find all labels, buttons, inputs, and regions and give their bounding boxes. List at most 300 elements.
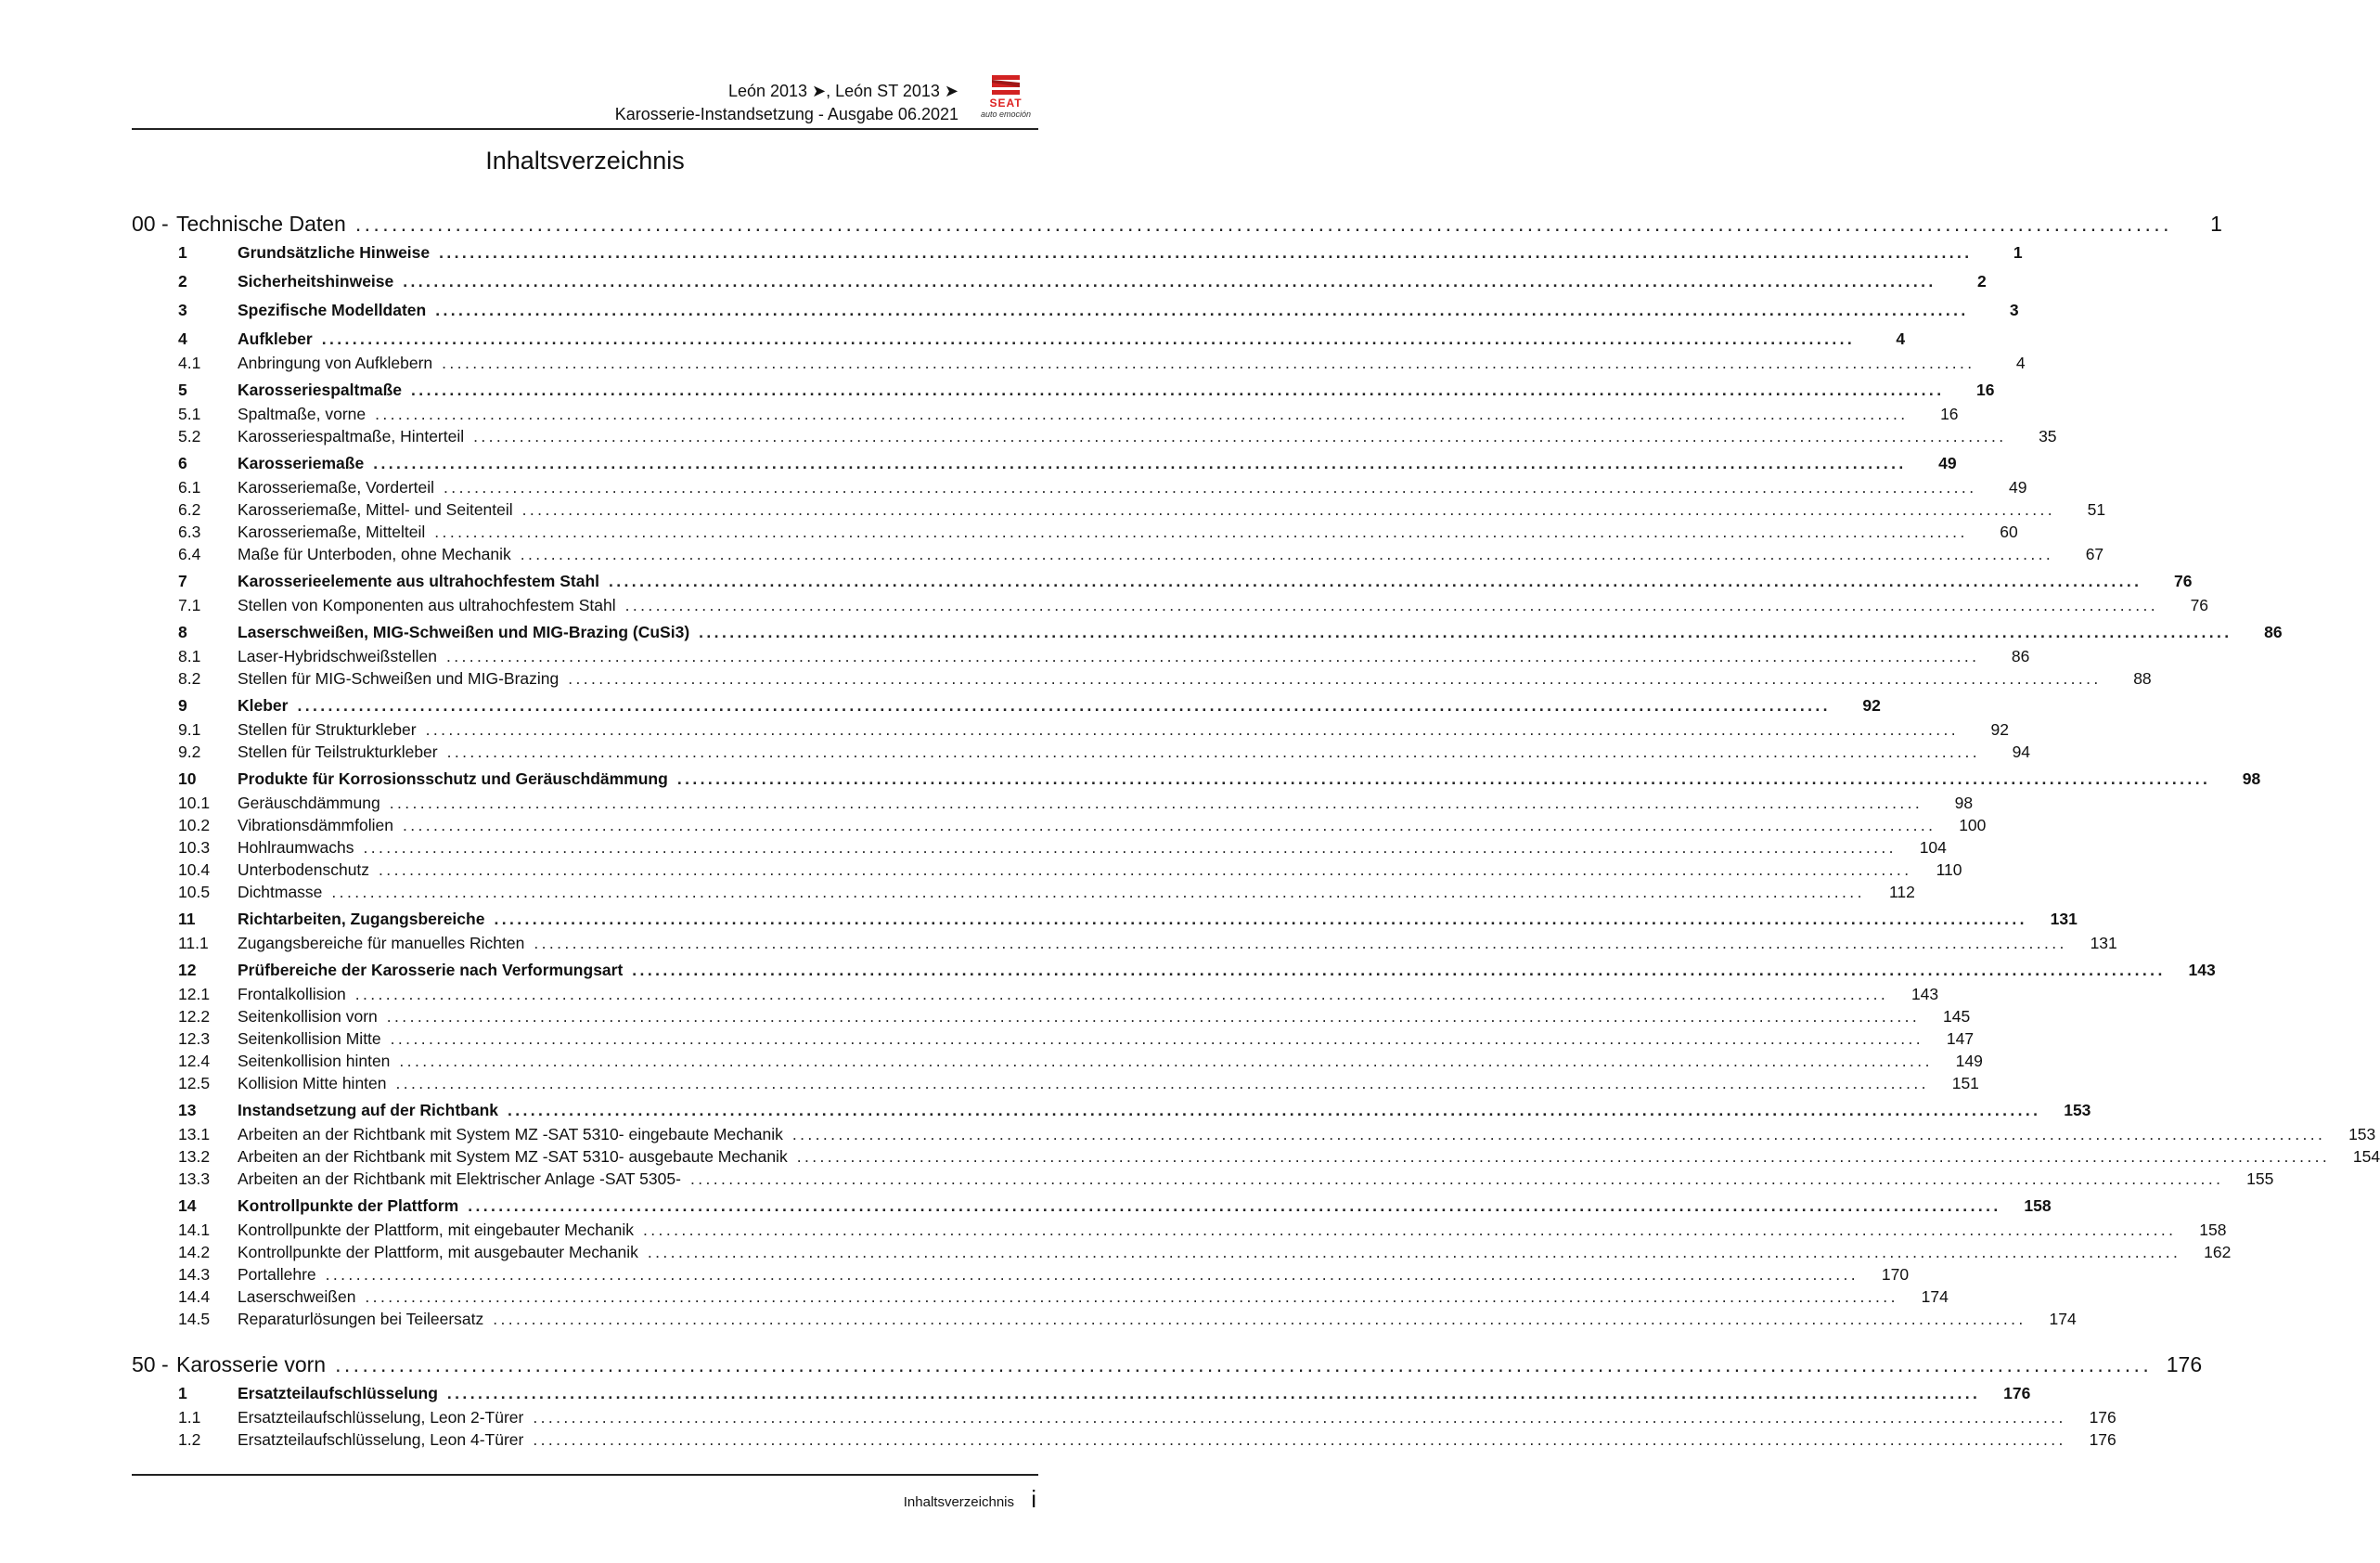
toc-title: Karosseriespaltmaße xyxy=(238,381,403,399)
toc-leader-dots: ........................................................................................................................................................................................................ xyxy=(354,985,1889,1003)
toc-number: 14 xyxy=(178,1196,197,1215)
toc-number: 6.3 xyxy=(178,523,201,541)
toc-entry-line xyxy=(238,743,2031,762)
toc-title: Seitenkollision hinten xyxy=(238,1052,391,1070)
toc-entry-line xyxy=(238,1196,2052,1216)
toc-page-number: 1 xyxy=(2210,212,2222,236)
toc-subsection[interactable] xyxy=(0,1310,2077,1332)
toc-leader-dots: ........................................................................................................................................................................................................ xyxy=(609,572,2142,590)
toc-leader-dots: ........................................................................................................................................................................................................ xyxy=(390,1029,1924,1048)
toc-title: Grundsätzliche Hinweise xyxy=(238,243,431,262)
header-edition-line: Karosserie-Instandsetzung - Ausgabe 06.2021 xyxy=(614,105,958,123)
toc-leader-dots: ........................................................................................................................................................................................................ xyxy=(446,743,1981,761)
toc-title: Arbeiten an der Richtbank mit System MZ -SAT 5310- ausgebaute Mechanik xyxy=(238,1147,788,1166)
toc-number: 12.2 xyxy=(178,1007,211,1026)
toc-number: 2 xyxy=(178,272,187,291)
toc-page-number: 176 xyxy=(2166,1352,2203,1376)
toc-title: Zugangsbereiche für manuelles Richten xyxy=(238,934,525,952)
header-model-line: León 2013 ➤, León ST 2013 ➤ xyxy=(727,82,958,100)
toc-section[interactable] xyxy=(0,1384,2031,1406)
logo-text: SEAT xyxy=(989,97,1023,110)
toc-page-number: 153 xyxy=(2348,1125,2376,1143)
toc-page-number: 3 xyxy=(2009,301,2019,319)
toc-page-number: 67 xyxy=(2085,545,2104,563)
toc-page-number: 88 xyxy=(2133,669,2152,688)
toc-title: Kontrollpunkte der Plattform, mit eingebauter Mechanik xyxy=(238,1221,635,1239)
toc-subsection[interactable] xyxy=(0,1147,2380,1169)
toc-page-number: 131 xyxy=(2050,910,2078,928)
toc-number: 12.4 xyxy=(178,1052,211,1070)
toc-leader-dots: ........................................................................................................................................................................................................ xyxy=(439,243,1973,262)
toc-entry-line xyxy=(238,669,2152,689)
toc-leader-dots: ........................................................................................................................................................................................................ xyxy=(468,1196,2001,1215)
toc-page-number: 4 xyxy=(1896,329,1906,348)
toc-leader-dots: ........................................................................................................................................................................................................ xyxy=(331,883,1865,901)
toc-subsection[interactable] xyxy=(0,427,2057,449)
toc-leader-dots: ........................................................................................................................................................................................................ xyxy=(379,860,1912,879)
toc-number: 14.1 xyxy=(178,1221,211,1239)
toc-leader-dots: ........................................................................................................................................................................................................ xyxy=(508,1101,2041,1119)
toc-entry-line xyxy=(238,1125,2376,1144)
toc-number: 5.1 xyxy=(178,405,201,423)
toc-entry-line xyxy=(238,961,2216,980)
toc-title: Seitenkollision vorn xyxy=(238,1007,378,1026)
toc-number: 8.1 xyxy=(178,647,201,665)
toc-page-number: 49 xyxy=(2009,478,2027,497)
toc-entry-line xyxy=(238,934,2117,953)
toc-subsection[interactable] xyxy=(0,405,1959,427)
toc-title: Karosseriemaße xyxy=(238,454,365,472)
toc-subsection[interactable] xyxy=(0,1430,2116,1453)
toc-number: 1.2 xyxy=(178,1430,201,1449)
toc-subsection[interactable] xyxy=(0,500,2106,523)
toc-entry-line xyxy=(238,1265,1910,1285)
toc-number: 14.4 xyxy=(178,1287,211,1306)
toc-entry-line xyxy=(238,910,2078,929)
toc-leader-dots: ........................................................................................................................................................................................................ xyxy=(434,523,1968,541)
toc-number: 7.1 xyxy=(178,596,201,614)
toc-page-number: 158 xyxy=(2199,1221,2227,1239)
toc-number: 14.2 xyxy=(178,1243,211,1261)
toc-entry-line xyxy=(238,816,1987,835)
toc-title: Kontrollpunkte der Plattform xyxy=(238,1196,459,1215)
toc-leader-dots: ........................................................................................................................................................................................................ xyxy=(395,1074,1929,1092)
toc-entry-line xyxy=(238,301,2019,320)
page-header xyxy=(132,74,1038,130)
toc-section[interactable] xyxy=(0,301,2019,323)
toc-entry-line xyxy=(238,1221,2227,1240)
toc-entry-line xyxy=(238,647,2030,666)
toc-title: Laserschweißen, MIG-Schweißen und MIG-Brazing (CuSi3) xyxy=(238,623,690,641)
toc-subsection[interactable] xyxy=(0,934,2117,956)
toc-number: 50 - xyxy=(132,1352,169,1376)
toc-title: Arbeiten an der Richtbank mit System MZ -SAT 5310- eingebaute Mechanik xyxy=(238,1125,783,1143)
toc-number: 11.1 xyxy=(178,934,209,952)
toc-leader-dots: ........................................................................................................................................................................................................ xyxy=(445,647,1980,665)
toc-title: Stellen für Teilstrukturkleber xyxy=(238,743,438,761)
toc-leader-dots: ........................................................................................................................................................................................................ xyxy=(676,769,2211,788)
toc-title: Ersatzteilaufschlüsselung, Leon 2-Türer xyxy=(238,1408,524,1427)
toc-number: 10.2 xyxy=(178,816,211,834)
toc-page-number: 176 xyxy=(2089,1408,2116,1427)
toc-entry-line xyxy=(238,1287,1949,1307)
toc-entry-line xyxy=(176,212,2222,237)
toc-page-number: 49 xyxy=(1938,454,1957,472)
toc-subsection[interactable] xyxy=(0,354,2026,376)
toc-entry-line xyxy=(238,883,1915,902)
toc-number: 6.2 xyxy=(178,500,201,519)
toc-leader-dots: ........................................................................................................................................................................................................ xyxy=(643,1221,2177,1239)
toc-title: Stellen von Komponenten aus ultrahochfestem Stahl xyxy=(238,596,616,614)
toc-entry-line xyxy=(238,572,2193,591)
toc-number: 13 xyxy=(178,1101,197,1119)
toc-page-number: 35 xyxy=(2039,427,2057,446)
toc-title: Reparaturlösungen bei Teileersatz xyxy=(238,1310,484,1328)
toc-title: Stellen für MIG-Schweißen und MIG-Brazing xyxy=(238,669,560,688)
toc-leader-dots: ........................................................................................................................................................................................................ xyxy=(689,1169,2224,1188)
toc-page-number: 147 xyxy=(1946,1029,1975,1048)
toc-title: Kleber xyxy=(238,696,289,715)
toc-leader-dots: ........................................................................................................................................................................................................ xyxy=(533,1408,2066,1427)
toc-page-number: 86 xyxy=(2264,623,2283,641)
toc-leader-dots: ........................................................................................................................................................................................................ xyxy=(373,454,1907,472)
toc-title: Portallehre xyxy=(238,1265,316,1284)
toc-number: 11 xyxy=(178,910,196,928)
toc-number: 1 xyxy=(178,1384,187,1402)
toc-title: Karosseriemaße, Mittel- und Seitenteil xyxy=(238,500,513,519)
toc-title: Spaltmaße, vorne xyxy=(238,405,367,423)
toc-subsection[interactable] xyxy=(0,743,2031,765)
toc-entry-line xyxy=(238,1243,2232,1262)
toc-entry-line xyxy=(238,1169,2274,1189)
toc-number: 5 xyxy=(178,381,187,399)
toc-entry-line xyxy=(238,1147,2380,1167)
toc-leader-dots: ........................................................................................................................................................................................................ xyxy=(435,301,1969,319)
toc-number: 8 xyxy=(178,623,187,641)
toc-page-number: 170 xyxy=(1881,1265,1910,1284)
toc-subsection[interactable] xyxy=(0,478,2027,500)
toc-entry-line xyxy=(238,478,2027,497)
toc-title: Karosseriemaße, Mittelteil xyxy=(238,523,426,541)
toc-title: Geräuschdämmung xyxy=(238,794,380,812)
toc-subsection[interactable] xyxy=(0,1029,1975,1052)
toc-leader-dots: ........................................................................................................................................................................................................ xyxy=(402,816,1936,834)
logo-subtext: auto emoción xyxy=(980,110,1032,119)
toc-number: 8.2 xyxy=(178,669,201,688)
toc-page-number: 51 xyxy=(2087,500,2106,519)
toc-leader-dots: ........................................................................................................................................................................................................ xyxy=(699,623,2232,641)
toc-section[interactable] xyxy=(0,623,2283,645)
toc-leader-dots: ........................................................................................................................................................................................................ xyxy=(520,545,2054,563)
toc-page-number: 16 xyxy=(1940,405,1959,423)
toc-number: 14.3 xyxy=(178,1265,211,1284)
toc-number: 12 xyxy=(178,961,197,979)
toc-subsection[interactable] xyxy=(0,647,2030,669)
toc-leader-dots: ........................................................................................................................................................................................................ xyxy=(335,1352,2153,1376)
toc-section[interactable] xyxy=(0,696,1881,718)
toc-title: Aufkleber xyxy=(238,329,313,348)
toc-leader-dots: ........................................................................................................................................................................................................ xyxy=(473,427,2007,446)
toc-page-number: 104 xyxy=(1919,838,1947,857)
toc-subsection[interactable] xyxy=(0,838,1947,860)
toc-page-number: 112 xyxy=(1888,883,1915,901)
toc-page-number: 143 xyxy=(2188,961,2216,979)
toc-leader-dots: ........................................................................................................................................................................................................ xyxy=(647,1243,2181,1261)
toc-page-number: 131 xyxy=(2090,934,2117,952)
toc-page-number: 100 xyxy=(1959,816,1987,834)
toc-page-number: 176 xyxy=(2089,1430,2116,1449)
toc-entry-line xyxy=(238,354,2026,373)
toc-entry-line xyxy=(238,427,2057,446)
toc-title: Sicherheitshinweise xyxy=(238,272,394,291)
toc-entry-line xyxy=(238,1384,2031,1403)
toc-title: Laser-Hybridschweißstellen xyxy=(238,647,437,665)
toc-title: Arbeiten an der Richtbank mit Elektrischer Anlage -SAT 5305- xyxy=(238,1169,681,1188)
toc-section[interactable] xyxy=(0,1196,2052,1219)
seat-emblem-icon xyxy=(973,74,1038,98)
toc-entry-line xyxy=(238,405,1959,424)
toc-number: 10.4 xyxy=(178,860,211,879)
toc-number: 6.4 xyxy=(178,545,201,563)
toc-section[interactable] xyxy=(0,572,2193,594)
toc-leader-dots: ........................................................................................................................................................................................................ xyxy=(389,794,1923,812)
toc-title: Stellen für Strukturkleber xyxy=(238,720,417,739)
toc-number: 10.5 xyxy=(178,883,211,901)
toc-page-number: 162 xyxy=(2204,1243,2232,1261)
toc-number: 1 xyxy=(178,243,187,262)
toc-page-number: 145 xyxy=(1943,1007,1971,1026)
toc-entry-line xyxy=(238,329,1906,349)
toc-title: Kontrollpunkte der Plattform, mit ausgebauter Mechanik xyxy=(238,1243,638,1261)
toc-title: Ersatzteilaufschlüsselung, Leon 4-Türer xyxy=(238,1430,524,1449)
toc-entry-line xyxy=(238,794,1974,813)
toc-subsection[interactable] xyxy=(0,816,1987,838)
toc-title: Laserschweißen xyxy=(238,1287,356,1306)
toc-title: Dichtmasse xyxy=(238,883,323,901)
toc-leader-dots: ........................................................................................................................................................................................................ xyxy=(365,1287,1898,1306)
toc-title: Ersatzteilaufschlüsselung xyxy=(238,1384,438,1402)
toc-entry-line xyxy=(238,1052,1983,1071)
toc-subsection[interactable] xyxy=(0,1243,2232,1265)
toc-section[interactable] xyxy=(0,272,1987,294)
toc-number: 10.3 xyxy=(178,838,211,857)
toc-leader-dots: ........................................................................................................................................................................................................ xyxy=(494,910,2027,928)
toc-entry-line xyxy=(238,838,1947,858)
toc-title: Karosseriespaltmaße, Hinterteil xyxy=(238,427,465,446)
toc-entry-line xyxy=(238,1310,2077,1329)
toc-page-number: 2 xyxy=(1976,272,1987,291)
toc-leader-dots: ........................................................................................................................................................................................................ xyxy=(791,1125,2326,1143)
toc-page-number: 16 xyxy=(1976,381,1995,399)
toc-number: 13.1 xyxy=(178,1125,211,1143)
toc-section[interactable] xyxy=(0,961,2216,983)
toc-leader-dots: ........................................................................................................................................................................................................ xyxy=(321,329,1856,348)
toc-entry-line xyxy=(238,860,1962,880)
toc-title: Hohlraumwachs xyxy=(238,838,354,857)
toc-title: Instandsetzung auf der Richtbank xyxy=(238,1101,498,1119)
toc-subsection[interactable] xyxy=(0,1007,1971,1029)
toc-entry-line xyxy=(238,720,2010,740)
toc-chapter[interactable] xyxy=(0,1352,2203,1380)
toc-section[interactable] xyxy=(0,381,1995,403)
toc-page-number: 4 xyxy=(2015,354,2026,372)
toc-leader-dots: ........................................................................................................................................................................................................ xyxy=(521,500,2056,519)
toc-subsection[interactable] xyxy=(0,1169,2274,1192)
toc-subsection[interactable] xyxy=(0,596,2209,618)
toc-leader-dots: ........................................................................................................................................................................................................ xyxy=(442,354,1975,372)
toc-section[interactable] xyxy=(0,454,1957,476)
toc-entry-line xyxy=(238,769,2261,789)
toc-leader-dots: ........................................................................................................................................................................................................ xyxy=(411,381,1945,399)
toc-subsection[interactable] xyxy=(0,669,2152,691)
toc-subsection[interactable] xyxy=(0,1287,1949,1310)
toc-leader-dots: ........................................................................................................................................................................................................ xyxy=(568,669,2102,688)
toc-subsection[interactable] xyxy=(0,1074,1979,1096)
toc-subsection[interactable] xyxy=(0,1221,2227,1243)
toc-entry-line xyxy=(238,1007,1971,1027)
toc-leader-dots: ........................................................................................................................................................................................................ xyxy=(493,1310,2026,1328)
toc-title: Spezifische Modelldaten xyxy=(238,301,427,319)
toc-title: Karosseriemaße, Vorderteil xyxy=(238,478,435,497)
toc-title: Frontalkollision xyxy=(238,985,346,1003)
toc-number: 6 xyxy=(178,454,187,472)
toc-leader-dots: ........................................................................................................................................................................................................ xyxy=(534,934,2067,952)
toc-entry-line xyxy=(238,243,2023,263)
toc-subsection[interactable] xyxy=(0,883,1915,905)
toc-number: 10 xyxy=(178,769,197,788)
toc-title: Kollision Mitte hinten xyxy=(238,1074,387,1092)
toc-page-number: 110 xyxy=(1936,860,1962,879)
toc-leader-dots: ........................................................................................................................................................................................................ xyxy=(403,272,1936,291)
toc-page-number: 60 xyxy=(2000,523,2018,541)
toc-number: 9.1 xyxy=(178,720,201,739)
toc-page-number: 98 xyxy=(2242,769,2261,788)
toc-section[interactable] xyxy=(0,1101,2091,1123)
toc-leader-dots: ........................................................................................................................................................................................................ xyxy=(354,212,2172,236)
toc-subsection[interactable] xyxy=(0,523,2018,545)
toc-number: 4.1 xyxy=(178,354,201,372)
toc-entry-line xyxy=(238,454,1957,473)
toc-page-number: 174 xyxy=(1921,1287,1949,1306)
toc-subsection[interactable] xyxy=(0,1052,1983,1074)
toc-leader-dots: ........................................................................................................................................................................................................ xyxy=(533,1430,2066,1449)
toc-title: Anbringung von Aufklebern xyxy=(238,354,433,372)
toc-page-number: 92 xyxy=(1990,720,2010,739)
toc-number: 12.3 xyxy=(178,1029,211,1048)
toc-leader-dots: ........................................................................................................................................................................................................ xyxy=(325,1265,1859,1284)
toc-page-number: 94 xyxy=(2012,743,2031,761)
toc-leader-dots: ........................................................................................................................................................................................................ xyxy=(386,1007,1921,1026)
toc-entry-line xyxy=(238,272,1987,291)
toc-title: Produkte für Korrosionsschutz und Geräuschdämmung xyxy=(238,769,668,788)
toc-number: 00 - xyxy=(132,212,169,236)
toc-entry-line xyxy=(238,623,2283,642)
toc-section[interactable] xyxy=(0,910,2078,932)
toc-page-number: 155 xyxy=(2246,1169,2274,1188)
toc-number: 13.3 xyxy=(178,1169,211,1188)
toc-number: 5.2 xyxy=(178,427,201,446)
toc-section[interactable] xyxy=(0,243,2023,265)
toc-subsection[interactable] xyxy=(0,1265,1910,1287)
toc-page-number: 76 xyxy=(2190,596,2209,614)
toc-entry-line xyxy=(238,696,1881,716)
toc-subsection[interactable] xyxy=(0,794,1974,816)
toc-number: 3 xyxy=(178,301,187,319)
toc-section[interactable] xyxy=(0,329,1906,352)
toc-title: Maße für Unterboden, ohne Mechanik xyxy=(238,545,511,563)
toc-entry-line xyxy=(238,596,2209,615)
toc-page-number: 1 xyxy=(2013,243,2023,262)
toc-subsection[interactable] xyxy=(0,985,1939,1007)
toc-page-number: 92 xyxy=(1862,696,1881,715)
toc-page-number: 154 xyxy=(2352,1147,2380,1166)
toc-leader-dots: ........................................................................................................................................................................................................ xyxy=(624,596,2159,614)
toc-entry-line xyxy=(238,523,2018,542)
toc-title: Unterbodenschutz xyxy=(238,860,370,879)
toc-entry-line xyxy=(238,1101,2091,1120)
toc-leader-dots: ........................................................................................................................................................................................................ xyxy=(632,961,2166,979)
toc-subsection[interactable] xyxy=(0,545,2104,567)
toc-page-number: 143 xyxy=(1910,985,1939,1003)
toc-leader-dots: ........................................................................................................................................................................................................ xyxy=(375,405,1909,423)
toc-page-number: 86 xyxy=(2011,647,2030,665)
toc-page-number: 176 xyxy=(2003,1384,2031,1402)
toc-entry-line xyxy=(238,381,1995,400)
toc-leader-dots: ........................................................................................................................................................................................................ xyxy=(446,1384,1981,1402)
toc-section[interactable] xyxy=(0,769,2261,792)
toc-number: 12.1 xyxy=(178,985,211,1003)
toc-entry-line xyxy=(238,1430,2116,1450)
toc-title: Prüfbereiche der Karosserie nach Verformungsart xyxy=(238,961,624,979)
toc-title: Karosserie vorn xyxy=(176,1352,327,1376)
toc-number: 4 xyxy=(178,329,187,348)
toc-entry-line xyxy=(238,1074,1979,1093)
toc-entry-line xyxy=(238,1029,1975,1049)
toc-leader-dots: ........................................................................................................................................................................................................ xyxy=(425,720,1960,739)
toc-subsection[interactable] xyxy=(0,1125,2376,1147)
toc-entry-line xyxy=(238,1408,2116,1427)
toc-number: 9.2 xyxy=(178,743,201,761)
toc-number: 14.5 xyxy=(178,1310,211,1328)
toc-title: Seitenkollision Mitte xyxy=(238,1029,381,1048)
toc-page-number: 149 xyxy=(1955,1052,1983,1070)
toc-entry-line xyxy=(238,985,1939,1004)
toc-page-number: 158 xyxy=(2024,1196,2052,1215)
toc-page-number: 98 xyxy=(1954,794,1974,812)
toc-number: 12.5 xyxy=(178,1074,211,1092)
toc-chapter[interactable] xyxy=(0,212,2222,239)
toc-entry-line xyxy=(238,545,2104,564)
toc-leader-dots: ........................................................................................................................................................................................................ xyxy=(399,1052,1933,1070)
toc-title: Richtarbeiten, Zugangsbereiche xyxy=(238,910,485,928)
toc-page-number: 76 xyxy=(2173,572,2193,590)
seat-logo xyxy=(973,74,1038,126)
footer-page-number: i xyxy=(1031,1485,1036,1513)
toc-title: Vibrationsdämmfolien xyxy=(238,816,393,834)
toc-number: 6.1 xyxy=(178,478,201,497)
toc-subsection[interactable] xyxy=(0,720,2010,743)
page-footer xyxy=(132,1474,1038,1513)
toc-title: Karosserieelemente aus ultrahochfestem Stahl xyxy=(238,572,600,590)
toc-leader-dots: ........................................................................................................................................................................................................ xyxy=(363,838,1897,857)
toc-number: 7 xyxy=(178,572,187,590)
toc-leader-dots: ........................................................................................................................................................................................................ xyxy=(796,1147,2331,1166)
toc-title: Technische Daten xyxy=(176,212,346,236)
toc-subsection[interactable] xyxy=(0,860,1962,883)
toc-entry-line xyxy=(176,1352,2203,1377)
toc-subsection[interactable] xyxy=(0,1408,2116,1430)
toc-entry-line xyxy=(238,500,2106,520)
